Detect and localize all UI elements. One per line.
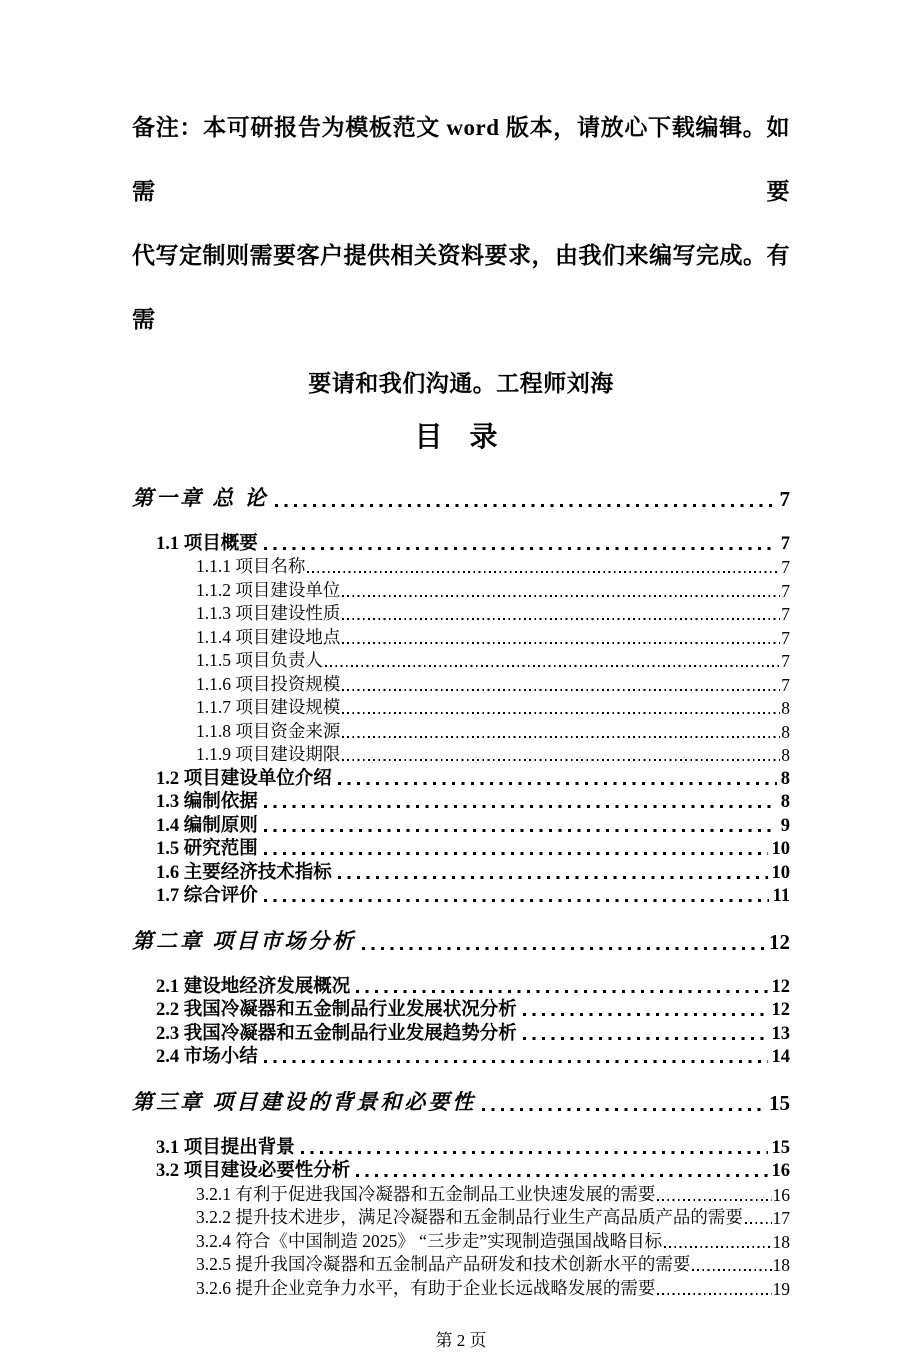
toc-entry-label: 1.1.3 项目建设性质 bbox=[196, 603, 341, 623]
toc-entry[interactable] bbox=[132, 1045, 790, 1069]
toc-page-number: 8 bbox=[780, 768, 790, 789]
toc-page-number: 12 bbox=[769, 930, 790, 954]
toc-entry-label: 1.2 项目建设单位介绍 bbox=[156, 768, 332, 789]
toc-entry[interactable] bbox=[132, 1159, 790, 1183]
toc-page-number: 11 bbox=[772, 886, 790, 906]
toc-leader-dots bbox=[307, 571, 780, 573]
note-line-2: 代写定制则需要客户提供相关资料要求，由我们来编写完成。有需 bbox=[132, 243, 790, 332]
toc-entry[interactable] bbox=[132, 719, 790, 743]
toc-leader-dots bbox=[745, 1222, 772, 1224]
toc-leader-dots bbox=[264, 547, 777, 550]
toc-page-number: 7 bbox=[781, 627, 790, 648]
toc-page-number: 16 bbox=[772, 1184, 790, 1205]
toc-leader-dots bbox=[325, 665, 780, 667]
toc-page-number: 15 bbox=[771, 1137, 790, 1158]
toc-entry[interactable] bbox=[132, 649, 790, 673]
toc-page-number: 8 bbox=[781, 698, 790, 718]
toc-entry-label: 1.1.4 项目建设地点 bbox=[196, 626, 341, 647]
toc-entry-label: 1.1.8 项目资金来源 bbox=[196, 720, 341, 741]
toc-page-number: 16 bbox=[771, 1161, 790, 1181]
toc-entry[interactable] bbox=[132, 555, 790, 579]
toc-entry-label: 1.1.5 项目负责人 bbox=[196, 650, 323, 670]
toc-leader-dots bbox=[342, 689, 780, 691]
toc-list bbox=[132, 486, 790, 1300]
toc-leader-dots bbox=[338, 782, 777, 785]
toc-page-number: 15 bbox=[769, 1091, 790, 1115]
page-footer bbox=[132, 1330, 790, 1352]
toc-entry[interactable] bbox=[132, 602, 790, 626]
toc-entry-label: 1.5 研究范围 bbox=[156, 839, 258, 859]
note-paragraph bbox=[132, 96, 790, 416]
toc-entry-label: 1.7 综合评价 bbox=[156, 886, 258, 906]
note-line-1: 备注：本可研报告为模板范文 word 版本，请放心下载编辑。如需要 bbox=[132, 115, 790, 204]
toc-entry[interactable] bbox=[132, 1229, 790, 1253]
toc-leader-dots bbox=[342, 712, 780, 714]
toc-leader-dots bbox=[692, 1269, 771, 1271]
toc-entry[interactable] bbox=[132, 974, 790, 998]
toc-entry[interactable] bbox=[132, 696, 790, 720]
toc-leader-dots bbox=[338, 876, 768, 879]
toc-entry[interactable] bbox=[132, 813, 790, 837]
toc-entry-label: 2.3 我国冷凝器和五金制品行业发展趋势分析 bbox=[156, 1023, 517, 1044]
toc-entry-label: 1.1.2 项目建设单位 bbox=[196, 579, 341, 600]
toc-leader-dots bbox=[342, 736, 780, 738]
toc-leader-dots bbox=[664, 1246, 771, 1248]
toc-page-number: 8 bbox=[781, 745, 790, 765]
toc-leader-dots bbox=[342, 759, 780, 761]
note-line-3: 要请和我们沟通。工程师刘海 bbox=[308, 371, 614, 396]
toc-leader-dots bbox=[523, 1037, 768, 1040]
toc-leader-dots bbox=[275, 504, 776, 507]
toc-entry-label: 2.4 市场小结 bbox=[156, 1047, 258, 1067]
toc-leader-dots bbox=[264, 899, 769, 902]
toc-page-number: 7 bbox=[781, 651, 790, 671]
toc-entry-label: 2.1 建设地经济发展概况 bbox=[156, 976, 351, 997]
toc-entry-label: 2.2 我国冷凝器和五金制品行业发展状况分析 bbox=[156, 1000, 517, 1020]
toc-entry[interactable] bbox=[132, 929, 790, 955]
toc-page-number: 14 bbox=[771, 1047, 790, 1067]
toc-leader-dots bbox=[264, 1060, 768, 1063]
toc-entry[interactable] bbox=[132, 1135, 790, 1159]
toc-entry-label: 3.2 项目建设必要性分析 bbox=[156, 1161, 351, 1181]
toc-entry-label: 3.2.5 提升我国冷凝器和五金制品产品研发和技术创新水平的需要 bbox=[196, 1254, 691, 1274]
toc-leader-dots bbox=[482, 1108, 765, 1111]
toc-entry-label: 3.2.4 符合《中国制造 2025》 “三步走”实现制造强国战略目标 bbox=[196, 1230, 663, 1251]
toc-entry[interactable] bbox=[132, 1253, 790, 1277]
toc-entry-label: 1.4 编制原则 bbox=[156, 815, 258, 836]
toc-page-number: 10 bbox=[771, 839, 790, 859]
toc-entry-label: 第一章 总 论 bbox=[132, 486, 269, 510]
page-number-label: 第 2 页 bbox=[435, 1330, 487, 1350]
toc-page-number: 9 bbox=[780, 815, 790, 836]
toc-page-number: 12 bbox=[771, 1000, 790, 1020]
toc-leader-dots bbox=[523, 1013, 768, 1016]
toc-entry[interactable] bbox=[132, 625, 790, 649]
toc-page-number: 18 bbox=[772, 1255, 790, 1275]
toc-page-number: 10 bbox=[771, 862, 790, 883]
toc-leader-dots bbox=[301, 1151, 768, 1154]
toc-entry-label: 3.2.1 有利于促进我国冷凝器和五金制品工业快速发展的需要 bbox=[196, 1183, 656, 1204]
toc-page-number: 17 bbox=[772, 1208, 790, 1228]
toc-page-number: 18 bbox=[772, 1231, 790, 1252]
toc-leader-dots bbox=[342, 642, 780, 644]
toc-page-number: 8 bbox=[781, 721, 790, 742]
toc-leader-dots bbox=[356, 990, 767, 993]
toc-entry-label: 1.6 主要经济技术指标 bbox=[156, 862, 332, 883]
toc-entry-label: 3.1 项目提出背景 bbox=[156, 1137, 295, 1158]
toc-leader-dots bbox=[342, 618, 780, 620]
toc-entry[interactable] bbox=[132, 884, 790, 908]
toc-page-number: 7 bbox=[781, 557, 790, 577]
toc-entry[interactable] bbox=[132, 1206, 790, 1230]
toc-leader-dots bbox=[264, 805, 777, 808]
toc-title: 目 录 bbox=[414, 422, 508, 453]
toc-page-number: 7 bbox=[780, 533, 790, 554]
toc-entry-label: 第三章 项目建设的背景和必要性 bbox=[132, 1090, 477, 1114]
toc-entry[interactable] bbox=[132, 1276, 790, 1300]
toc-entry[interactable] bbox=[132, 1182, 790, 1206]
toc-entry[interactable] bbox=[132, 672, 790, 696]
toc-entry-label: 3.2.2 提升技术进步，满足冷凝器和五金制品行业生产高品质产品的需要 bbox=[196, 1207, 743, 1227]
toc-page-number: 7 bbox=[779, 487, 790, 511]
toc-leader-dots bbox=[342, 595, 780, 597]
toc-page-number: 7 bbox=[781, 604, 790, 624]
toc-entry[interactable] bbox=[132, 790, 790, 814]
toc-leader-dots bbox=[264, 829, 777, 832]
toc-entry-label: 1.1.6 项目投资规模 bbox=[196, 673, 341, 694]
toc-leader-dots bbox=[362, 947, 765, 950]
toc-entry[interactable] bbox=[132, 1021, 790, 1045]
toc-page-number: 8 bbox=[780, 792, 790, 812]
toc-entry-label: 1.3 编制依据 bbox=[156, 792, 258, 812]
toc-page-number: 12 bbox=[771, 976, 790, 997]
toc-page-number: 19 bbox=[772, 1278, 790, 1299]
toc-entry-label: 3.2.6 提升企业竞争力水平，有助于企业长远战略发展的需要 bbox=[196, 1277, 656, 1298]
toc-entry[interactable] bbox=[132, 578, 790, 602]
toc-leader-dots bbox=[356, 1174, 767, 1177]
toc-entry-label: 1.1 项目概要 bbox=[156, 533, 258, 554]
toc-entry[interactable] bbox=[132, 531, 790, 555]
toc-entry[interactable] bbox=[132, 998, 790, 1022]
toc-entry[interactable] bbox=[132, 743, 790, 767]
toc-entry-label: 1.1.7 项目建设规模 bbox=[196, 697, 341, 717]
toc-leader-dots bbox=[264, 852, 768, 855]
toc-entry[interactable] bbox=[132, 837, 790, 861]
toc-entry-label: 1.1.1 项目名称 bbox=[196, 556, 306, 576]
toc-page-number: 7 bbox=[781, 674, 790, 695]
toc-leader-dots bbox=[657, 1199, 771, 1201]
toc-entry[interactable] bbox=[132, 1090, 790, 1116]
toc-entry-label: 第二章 项目市场分析 bbox=[132, 929, 357, 953]
toc-entry-label: 1.1.9 项目建设期限 bbox=[196, 744, 341, 764]
toc-page-number: 7 bbox=[781, 580, 790, 601]
toc-entry[interactable] bbox=[132, 486, 790, 512]
toc-entry[interactable] bbox=[132, 860, 790, 884]
toc-page-number: 13 bbox=[771, 1023, 790, 1044]
toc-leader-dots bbox=[657, 1293, 771, 1295]
toc-entry[interactable] bbox=[132, 766, 790, 790]
